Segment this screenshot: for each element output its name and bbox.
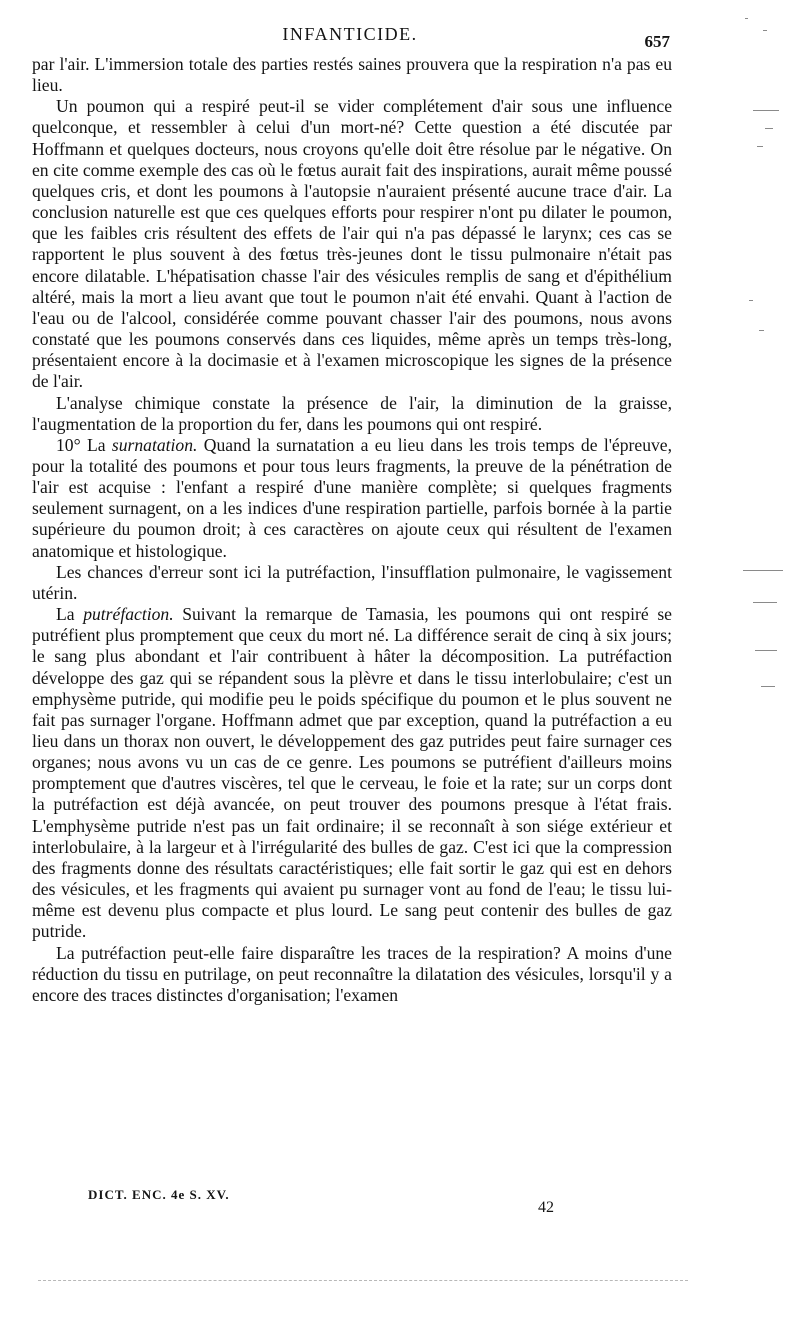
paragraph-putrefaction-traces: La putréfaction peut-elle faire disparaître les traces de la respiration? A moins d'une réduction du tissu en putrilage, on peut reconnaître la dilatation des vésicules, lorsqu'il y a encore des traces distinctes d'organisation; l'examen <box>32 942 672 1005</box>
bottom-edge-marks <box>38 1280 688 1285</box>
paragraph-lung-emptying: Un poumon qui a respiré peut-il se vider complétement d'air sous une influence quelconque, et ressembler à celui d'un mort-né? Cette question a été discutée par Hoffmann et quelques docteurs, nous croyons qu'elle doit être résolue par le négative. On en cite comme exemple des cas où le fœtus aurait fait des inspirations, aurait même poussé quelques cris, et dont les poumons à l'autopsie n'auraient présenté aucune trace d'air. La conclusion naturelle est que ces quelques efforts pour respirer n'ont pu dilater le poumon, que les faibles cris résultent des effets de l'air qui n'a pas dépassé le larynx; ces cas se rapportent le plus souvent à des fœtus très-jeunes dont le tissu pulmonaire n'était pas encore dilatable. L'hépatisation chasse l'air des vésicules remplis de sang et d'épithélium altéré, mais la mort a lieu avant que tout le poumon n'ait été envahi. Quant à l'action de l'eau ou de l'alcool, considérée comme pouvant chasser l'air des poumons, nous avons constaté que les poumons conservés dans ces liquides, même après un temps très-long, présentaient encore à la docimasie et à l'examen microscopique les signes de la présence de l'air. <box>32 96 672 392</box>
paragraph-surnatation-heading: surnatation. <box>111 434 198 455</box>
page-header <box>30 22 670 52</box>
paragraph-continuation: par l'air. L'immersion totale des parties restés saines prouvera que la respiration n'a pas eu lieu. <box>32 54 672 96</box>
paragraph-putrefaction-text: Suivant la remarque de Tamasia, les poumons qui ont respiré se putréfient plus promptement que ceux du mort né. La différence serait de cinq à six jours; le sang plus abondant et l'air contribuent à hâter la décomposition. La putréfaction développe des gaz qui se répandent sous la plèvre et dans le tissu interlobulaire; c'est un emphysème putride, qui modifie peu le poids spécifique du poumon et le plus souvent ne fait pas surnager l'organe. Hoffmann admet que par exception, quand la putréfaction a eu lieu dans un thorax non ouvert, le développement des gaz putrides peut faire surnager ces organes; nous avons vu un cas de ce genre. Les poumons se putréfient d'ailleurs moins promptement que d'autres viscères, tel que le cerveau, le foie et la rate; sur un corps dont la putréfaction est déjà avancée, on peut trouver des poumons presque à l'état frais. L'emphysème putride n'est pas un fait ordinaire; il se reconnaît à son siége extérieur et interlobulaire, à la largeur et à l'irrégularité des bulles de gaz. C'est ici que la compression des fragments donne des résultats caractéristiques; elle fait sortir le gaz qui est en dehors des vésicules, et les fragments qui avaient pu surnager vont au fond de l'eau; le tissu lui-même est devenu plus compacte et plus lourd. Le sang peut contenir des bulles de gaz putride. <box>32 604 672 942</box>
signature-mark: DICT. ENC. 4e S. XV. <box>88 1187 230 1202</box>
paragraph-putrefaction-heading: putréfaction. <box>83 604 174 625</box>
body-text <box>32 54 672 1006</box>
margin-scan-marks <box>735 10 785 690</box>
running-title: INFANTICIDE. <box>282 24 418 44</box>
paragraph-chemical-analysis: L'analyse chimique constate la présence de l'air, la diminution de la graisse, l'augmentation de la proportion du fer, dans les poumons qui ont respiré. <box>32 392 672 434</box>
paragraph-surnatation-lead: 10° La <box>56 434 112 455</box>
sheet-number: 42 <box>538 1199 554 1216</box>
paragraph-surnatation-text: Quand la surnatation a eu lieu dans les trois temps de l'épreuve, pour la totalité des poumons et pour tous leurs fragments, la preuve de la pénétration de l'air est acquise : l'enfant a respiré d'une manière complète; si quelques fragments seulement surnagent, on a les indices d'une respiration partielle, parfois bornée à la partie supérieure du poumon droit; à ces caractères on ajoute ceux qui résultent de l'examen anatomique et histologique. <box>32 434 673 561</box>
paragraph-putrefaction-lead: La <box>56 604 84 625</box>
page-number: 657 <box>644 32 670 51</box>
paragraph-error-sources: Les chances d'erreur sont ici la putréfaction, l'insufflation pulmonaire, le vagissement utérin. <box>32 561 672 603</box>
paragraph-surnatation <box>32 435 672 562</box>
paragraph-putrefaction <box>32 604 672 943</box>
